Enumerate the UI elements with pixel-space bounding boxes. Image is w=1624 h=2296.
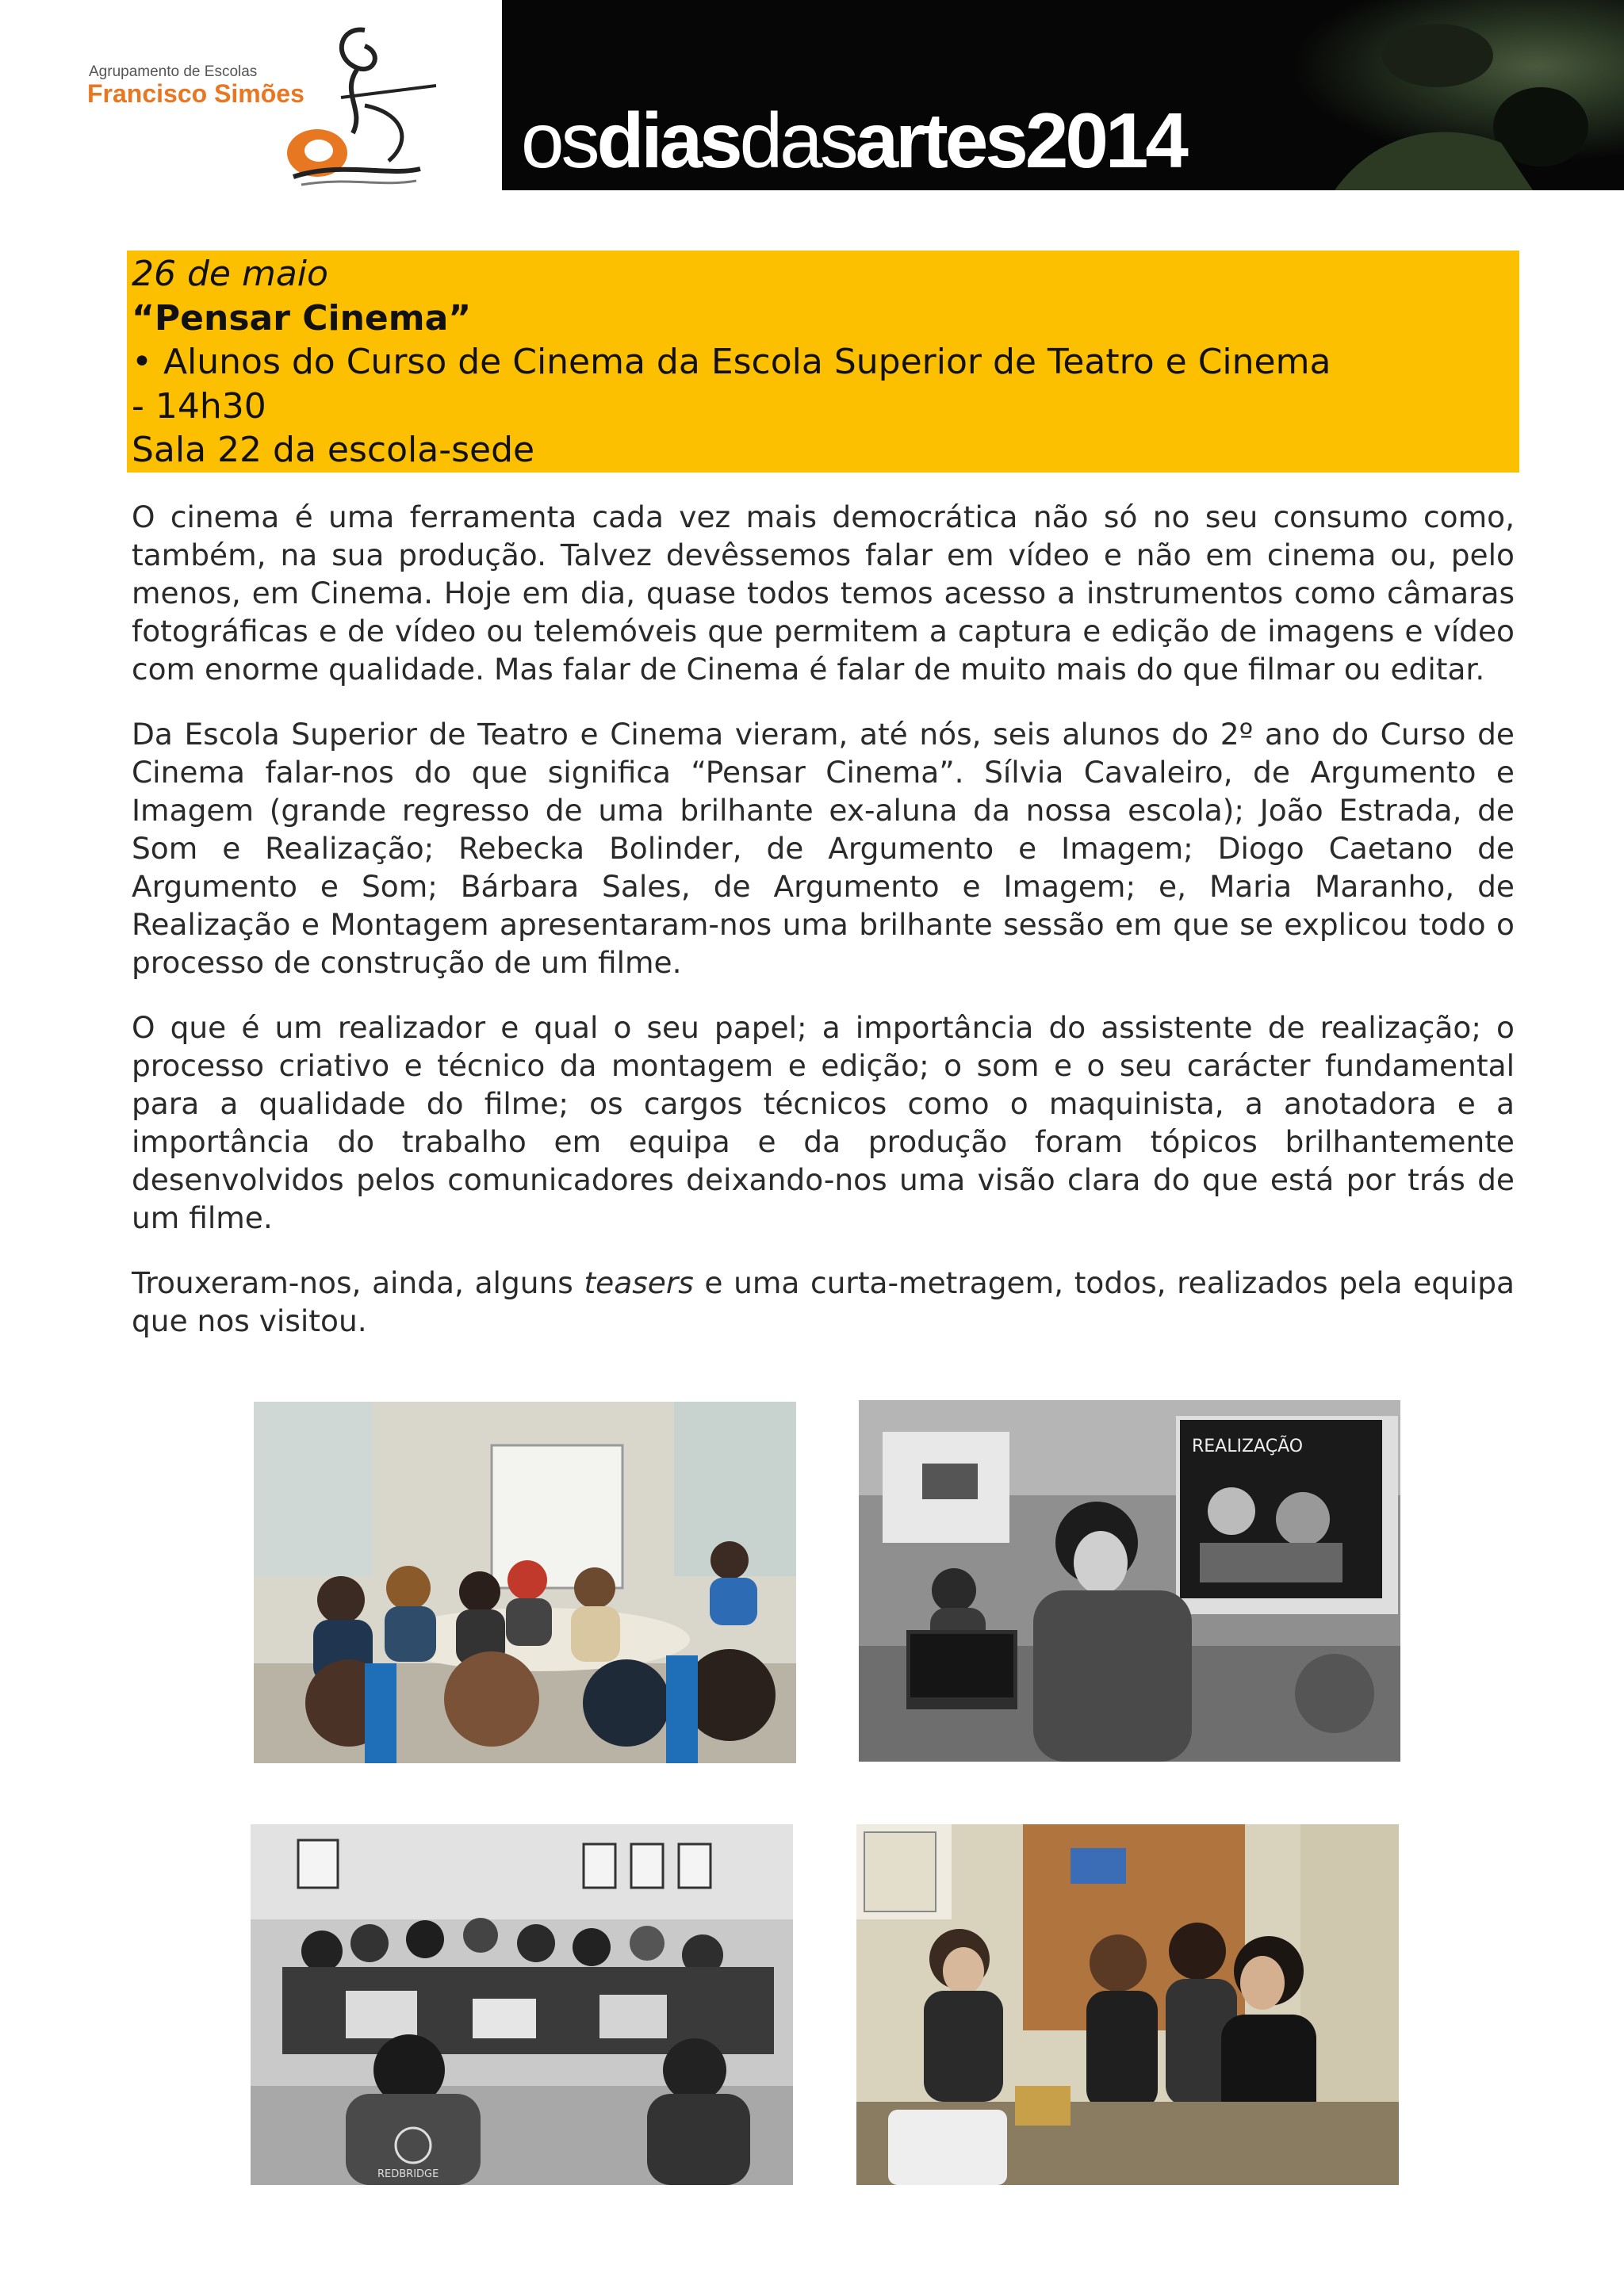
school-emblem-icon [246, 22, 436, 197]
banner-title: osdiasdasartes2014 [521, 97, 1185, 184]
shirt-text: REDBRIDGE [377, 2168, 439, 2180]
event-banner [502, 0, 1624, 190]
school-logo [79, 22, 436, 197]
event-place: Sala 22 da escola-sede [132, 430, 535, 470]
screen-caption: REALIZAÇÃO [1192, 1437, 1304, 1456]
article-body [132, 498, 1515, 1367]
school-name: Francisco Simões [87, 79, 304, 108]
event-date: 26 de maio [132, 254, 328, 294]
event-title: “Pensar Cinema” [132, 297, 472, 339]
school-name-small: Agrupamento de Escolas [89, 63, 258, 80]
paragraph-2: Da Escola Superior de Teatro e Cinema vieram, até nós, seis alunos do 2º ano do Curso de Cinema falar-nos do que significa “Pensar Cinema”. Sílvia Cavaleiro, de Argumento e Imagem (grande regresso de uma brilhante ex-aluna da nossa escola); João Estrada, de Som e Realização; Rebecka Bolinder, de Argumento e Imagem; Diogo Caetano de Argumento e Som; Bárbara Sales, de Argumento e Imagem; e, Maria Maranho, de Realização e Montagem apresentaram-nos uma brilhante sessão em que se explicou todo o processo de construção de um filme. [132, 717, 1515, 980]
photo-audience [251, 1824, 793, 2185]
photo-classroom-discussion [254, 1402, 796, 1763]
photo-screen-presentation [859, 1400, 1400, 1762]
paragraph-3: O que é um realizador e qual o seu papel; a importância do assistente de realização; o processo criativo e técnico da montagem e edição; o som e o seu carácter fundamental para a qualidade do filme; os cargos técnicos como o maquinista, a anotadora e a importância do trabalho em equipa e da produção foram tópicos brilhantemente desenvolvidos pelos comunicadores deixando-nos uma visão clara do que está por trás de um filme. [132, 1010, 1515, 1235]
event-guests: • Alunos do Curso de Cinema da Escola Superior de Teatro e Cinema [132, 342, 1331, 382]
event-time: - 14h30 [132, 385, 266, 427]
event-info-box [127, 251, 1519, 473]
teasers-emphasis: teasers [584, 1265, 694, 1300]
paragraph-4: Trouxeram-nos, ainda, alguns teasers e uma curta-metragem, todos, realizados pela equipa que nos visitou. [132, 1265, 1515, 1338]
photo-student-presenters [856, 1824, 1399, 2185]
paragraph-1: O cinema é uma ferramenta cada vez mais democrática não só no seu consumo como, também, na sua produção. Talvez devêssemos falar em vídeo e não em cinema ou, pelo menos, em Cinema. Hoje em dia, quase todos temos acesso a instrumentos como câmaras fotográficas e de vídeo ou telemóveis que permitem a captura e edição de imagens e vídeo com enorme qualidade. Mas falar de Cinema é falar de muito mais do que filmar ou editar. [132, 499, 1515, 687]
